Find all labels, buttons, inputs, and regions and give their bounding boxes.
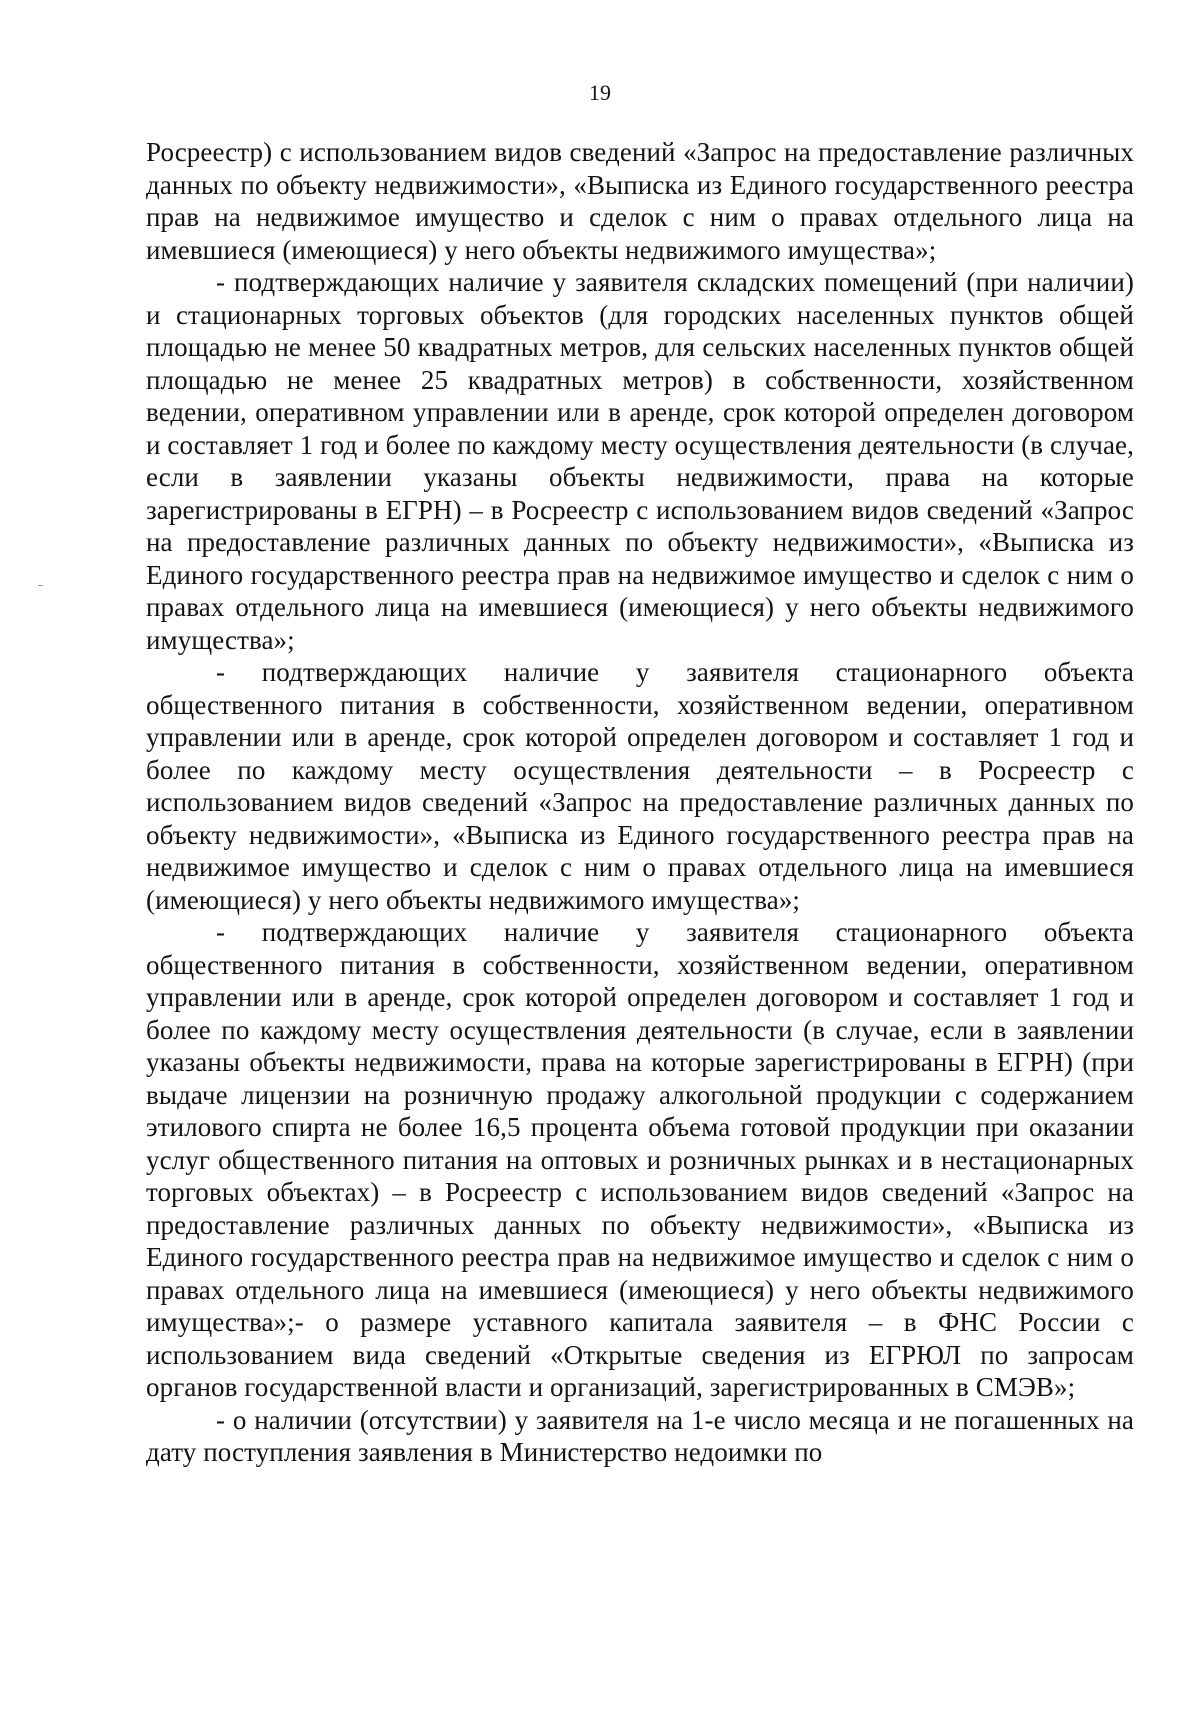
document-body bbox=[146, 136, 1134, 1469]
paragraph-warehouse-premises: - подтверждающих наличие у заявителя складских помещений (при наличии) и стационарных торговых объектов (для городских населенных пунктов общей площадью не менее 50 квадратных метров, для сельских населенных пунктов общей площадью не менее 25 квадратных метров) в собственности, хозяйственном ведении, оперативном управлении или в аренде, срок которой определен договором и составляет 1 год и более по каждому месту осуществления деятельности (в случае, если в заявлении указаны объекты недвижимости, права на которые зарегистрированы в ЕГРН) – в Росреестр с использованием видов сведений «Запрос на предоставление различных данных по объекту недвижимости», «Выписка из Единого государственного реестра прав на недвижимое имущество и сделок с ним о правах отдельного лица на имевшиеся (имеющиеся) у него объекты недвижимого имущества»; bbox=[146, 267, 1134, 655]
paragraph-arrears: - о наличии (отсутствии) у заявителя на 1-е число месяца и не погашенных на дату поступления заявления в Министерство недоимки по bbox=[146, 1404, 1134, 1467]
margin-mark bbox=[38, 585, 43, 586]
paragraph-catering-object: - подтверждающих наличие у заявителя стационарного объекта общественного питания в собственности, хозяйственном ведении, оперативном управлении или в аренде, срок которой определен договором и составляет 1 год и более по каждому месту осуществления деятельности – в Росреестр с использованием видов сведений «Запрос на предоставление различных данных по объекту недвижимости», «Выписка из Единого государственного реестра прав на недвижимое имущество и сделок с ним о правах отдельного лица на имевшиеся (имеющиеся) у него объекты недвижимого имущества»; bbox=[146, 657, 1134, 915]
paragraph-continuation: Росреестр) с использованием видов сведений «Запрос на предоставление различных данных по объекту недвижимости», «Выписка из Единого государственного реестра прав на недвижимое имущество и сделок с ним о правах отдельного лица на имевшиеся (имеющиеся) у него объекты недвижимого имущества»; bbox=[146, 137, 1134, 265]
page-number: 19 bbox=[589, 80, 611, 105]
paragraph-catering-object-egrn: - подтверждающих наличие у заявителя стационарного объекта общественного питания в собственности, хозяйственном ведении, оперативном управлении или в аренде, срок которой определен договором и составляет 1 год и более по каждому месту осуществления деятельности (в случае, если в заявлении указаны объекты недвижимости, права на которые зарегистрированы в ЕГРН) (при выдаче лицензии на розничную продажу алкогольной продукции с содержанием этилового спирта не более 16,5 процента объема готовой продукции при оказании услуг общественного питания на оптовых и розничных рынках и в нестационарных торговых объектах) – в Росреестр с использованием видов сведений «Запрос на предоставление различных данных по объекту недвижимости», «Выписка из Единого государственного реестра прав на недвижимое имущество и сделок с ним о правах отдельного лица на имевшиеся (имеющиеся) у него объекты недвижимого имущества»;- о размере уставного капитала заявителя – в ФНС России с использованием вида сведений «Открытые сведения из ЕГРЮЛ по запросам органов государственной власти и организаций, зарегистрированных в СМЭВ»; bbox=[146, 917, 1134, 1402]
